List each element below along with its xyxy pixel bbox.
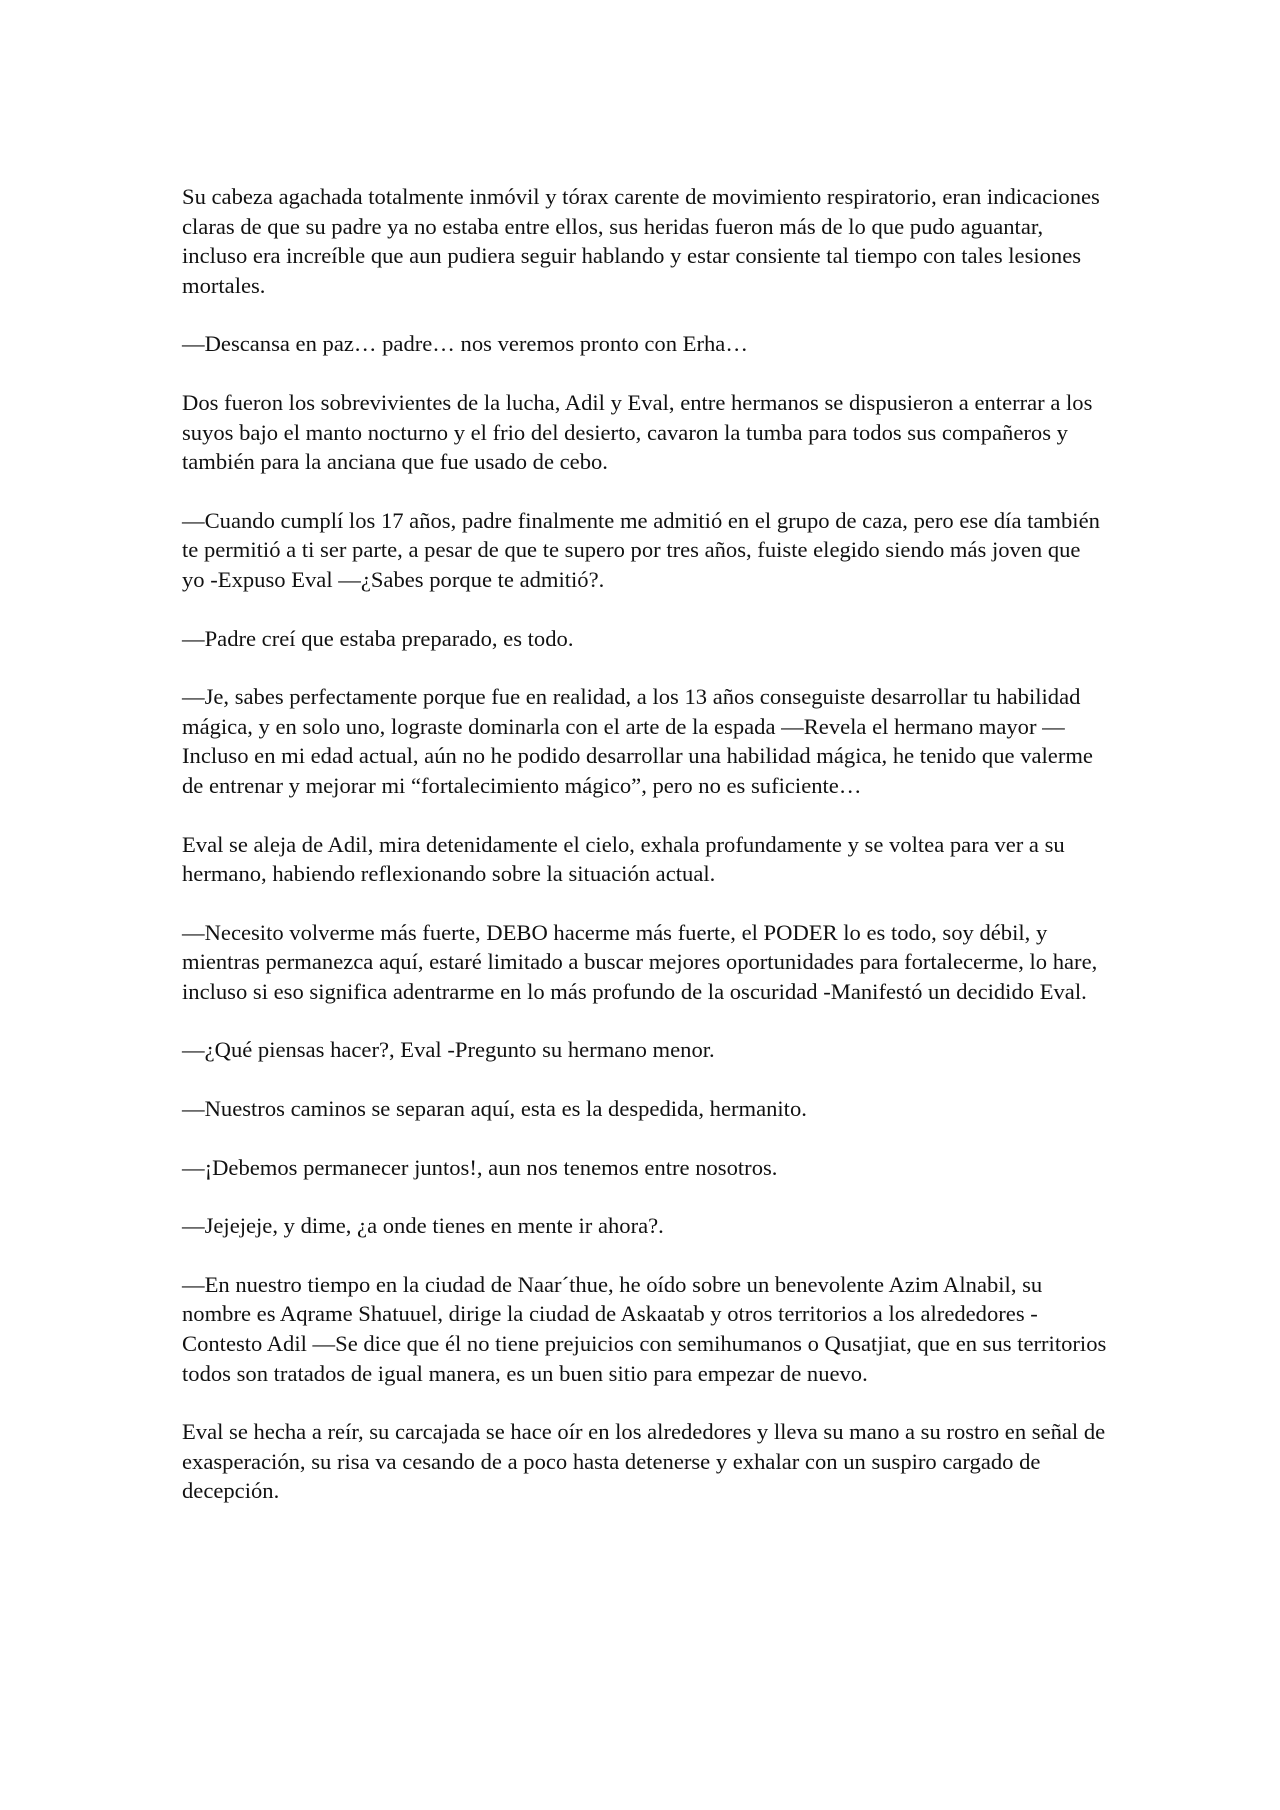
paragraph-2: —Descansa en paz… padre… nos veremos pronto con Erha… <box>182 331 748 357</box>
paragraph-6: —Je, sabes perfectamente porque fue en realidad, a los 13 años conseguiste desarrollar tu habilidad mágica, y en solo uno, lograste dominarla con el arte de la espada —Revela el hermano mayor —Incluso en mi edad actual, aún no he podido desarrollar una habilidad mágica, he tenido que valerme de entrenar y mejorar mi “fortalecimiento mágico”, pero no es suficiente… <box>182 684 1093 798</box>
paragraph-4: —Cuando cumplí los 17 años, padre finalmente me admitió en el grupo de caza, pero ese día también te permitió a ti ser parte, a pesar de que te supero por tres años, fuiste elegido siendo más joven que yo -Expuso Eval —¿Sabes porque te admitió?. <box>182 507 1100 592</box>
paragraph-14: Eval se hecha a reír, su carcajada se hace oír en los alrededores y lleva su mano a su rostro en señal de exasperación, su risa va cesando de a poco hasta detenerse y exhalar con un suspiro cargado de decepción. <box>182 1419 1106 1504</box>
document-body <box>182 182 1107 1535</box>
paragraph-10: —Nuestros caminos se separan aquí, esta es la despedida, hermanito. <box>182 1096 807 1122</box>
paragraph-13: —En nuestro tiempo en la ciudad de Naar´thue, he oído sobre un benevolente Azim Alnabil, su nombre es Aqrame Shatuuel, dirige la ciudad de Askaatab y otros territorios a los alrededores -Contesto Adil —Se dice que él no tiene prejuicios con semihumanos o Qusatjiat, que en sus territorios todos son tratados de igual manera, es un buen sitio para empezar de nuevo. <box>182 1271 1107 1386</box>
paragraph-5: —Padre creí que estaba preparado, es todo. <box>182 625 574 651</box>
paragraph-3: Dos fueron los sobrevivientes de la lucha, Adil y Eval, entre hermanos se dispusieron a enterrar a los suyos bajo el manto nocturno y el frio del desierto, cavaron la tumba para todos sus compañeros y también para la anciana que fue usado de cebo. <box>182 389 1093 475</box>
paragraph-8: —Necesito volverme más fuerte, DEBO hacerme más fuerte, el PODER lo es todo, soy débil, y mientras permanezca aquí, estaré limitado a buscar mejores oportunidades para fortalecerme, lo hare, incluso si eso significa adentrarme en lo más profundo de la oscuridad -Manifestó un decidido Eval. <box>182 919 1098 1004</box>
paragraph-1: Su cabeza agachada totalmente inmóvil y tórax carente de movimiento respiratorio, eran indicaciones claras de que su padre ya no estaba entre ellos, sus heridas fueron más de lo que pudo aguantar, incluso era increíble que aun pudiera seguir hablando y estar consiente tal tiempo con tales lesiones mortales. <box>182 184 1100 298</box>
paragraph-12: —Jejejeje, y dime, ¿a onde tienes en mente ir ahora?. <box>182 1213 664 1239</box>
paragraph-11: —¡Debemos permanecer juntos!, aun nos tenemos entre nosotros. <box>182 1154 778 1180</box>
paragraph-7: Eval se aleja de Adil, mira detenidamente el cielo, exhala profundamente y se voltea para ver a su hermano, habiendo reflexionando sobre la situación actual. <box>182 831 1065 887</box>
paragraph-9: —¿Qué piensas hacer?, Eval -Pregunto su hermano menor. <box>182 1037 715 1063</box>
